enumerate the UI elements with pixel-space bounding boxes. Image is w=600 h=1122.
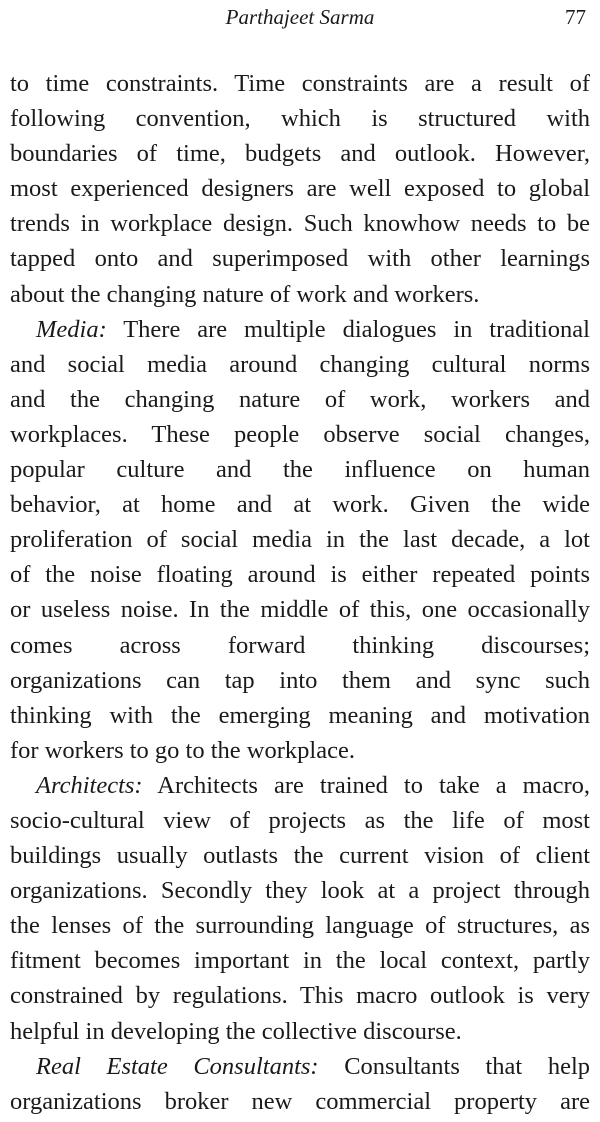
paragraph-lead-real-estate: Real Estate Consultants: [36, 1052, 319, 1080]
text-line [10, 768, 590, 803]
text-line: to time constraints. Time constraints are a result of [10, 70, 590, 97]
running-head-author: Parthajeet Sarma [225, 5, 375, 29]
body-text [10, 66, 590, 1119]
text-line: and the changing nature of work, workers and [10, 385, 590, 413]
text-line: trends in workplace design. Such knowhow needs to be [10, 210, 590, 238]
text-line: workplaces. These people observe social changes, [10, 420, 590, 448]
text-line: or useless noise. In the middle of this, one occasionally [10, 596, 590, 624]
text-line: tapped onto and superimposed with other learnings [10, 245, 590, 273]
text-line: buildings usually outlasts the current vision of client [10, 842, 590, 870]
paragraph-media [10, 312, 590, 768]
text-line: about the changing nature of work and workers. [10, 280, 480, 308]
paragraph-real-estate-consultants [10, 1049, 590, 1119]
text-line-rest: Consultants that help [344, 1052, 591, 1080]
text-line: popular culture and the influence on human [10, 456, 590, 484]
text-line: organizations. Secondly they look at a project through [10, 877, 590, 905]
paragraph-lead-architects: Architects: [36, 771, 143, 799]
paragraph-architects [10, 768, 590, 1049]
paragraph-lead-media: Media: [36, 315, 107, 343]
text-line: behavior, at home and at work. Given the wide [10, 491, 590, 519]
text-line: thinking with the emerging meaning and motivation [10, 701, 590, 729]
text-line: comes across forward thinking discourses; [10, 631, 590, 659]
text-line: for workers to go to the workplace. [10, 736, 355, 764]
text-line: socio-cultural view of projects as the life of most [10, 806, 590, 834]
page-number: 77 [565, 5, 586, 29]
text-line: most experienced designers are well exposed to global [10, 175, 590, 203]
text-line: boundaries of time, budgets and outlook. However, [10, 140, 590, 168]
text-line: constrained by regulations. This macro outlook is very [10, 982, 590, 1010]
text-line: of the noise floating around is either repeated points [10, 561, 590, 589]
text-line-rest: There are multiple dialogues in traditional [123, 315, 590, 343]
text-line: and social media around changing cultural norms [10, 350, 590, 378]
text-line-rest: Architects are trained to take a macro, [157, 771, 591, 799]
text-line: the lenses of the surrounding language of structures, as [10, 912, 590, 940]
text-line: following convention, which is structured with [10, 105, 590, 133]
text-line: helpful in developing the collective discourse. [10, 1017, 462, 1045]
text-line: fitment becomes important in the local context, partly [10, 947, 590, 975]
text-line: organizations broker new commercial property are [10, 1087, 590, 1115]
running-head [0, 4, 600, 30]
text-line [10, 312, 590, 347]
paragraph-continued [10, 66, 590, 312]
text-line: proliferation of social media in the last decade, a lot [10, 526, 590, 554]
text-line [10, 1049, 590, 1084]
text-line: organizations can tap into them and sync such [10, 666, 590, 694]
